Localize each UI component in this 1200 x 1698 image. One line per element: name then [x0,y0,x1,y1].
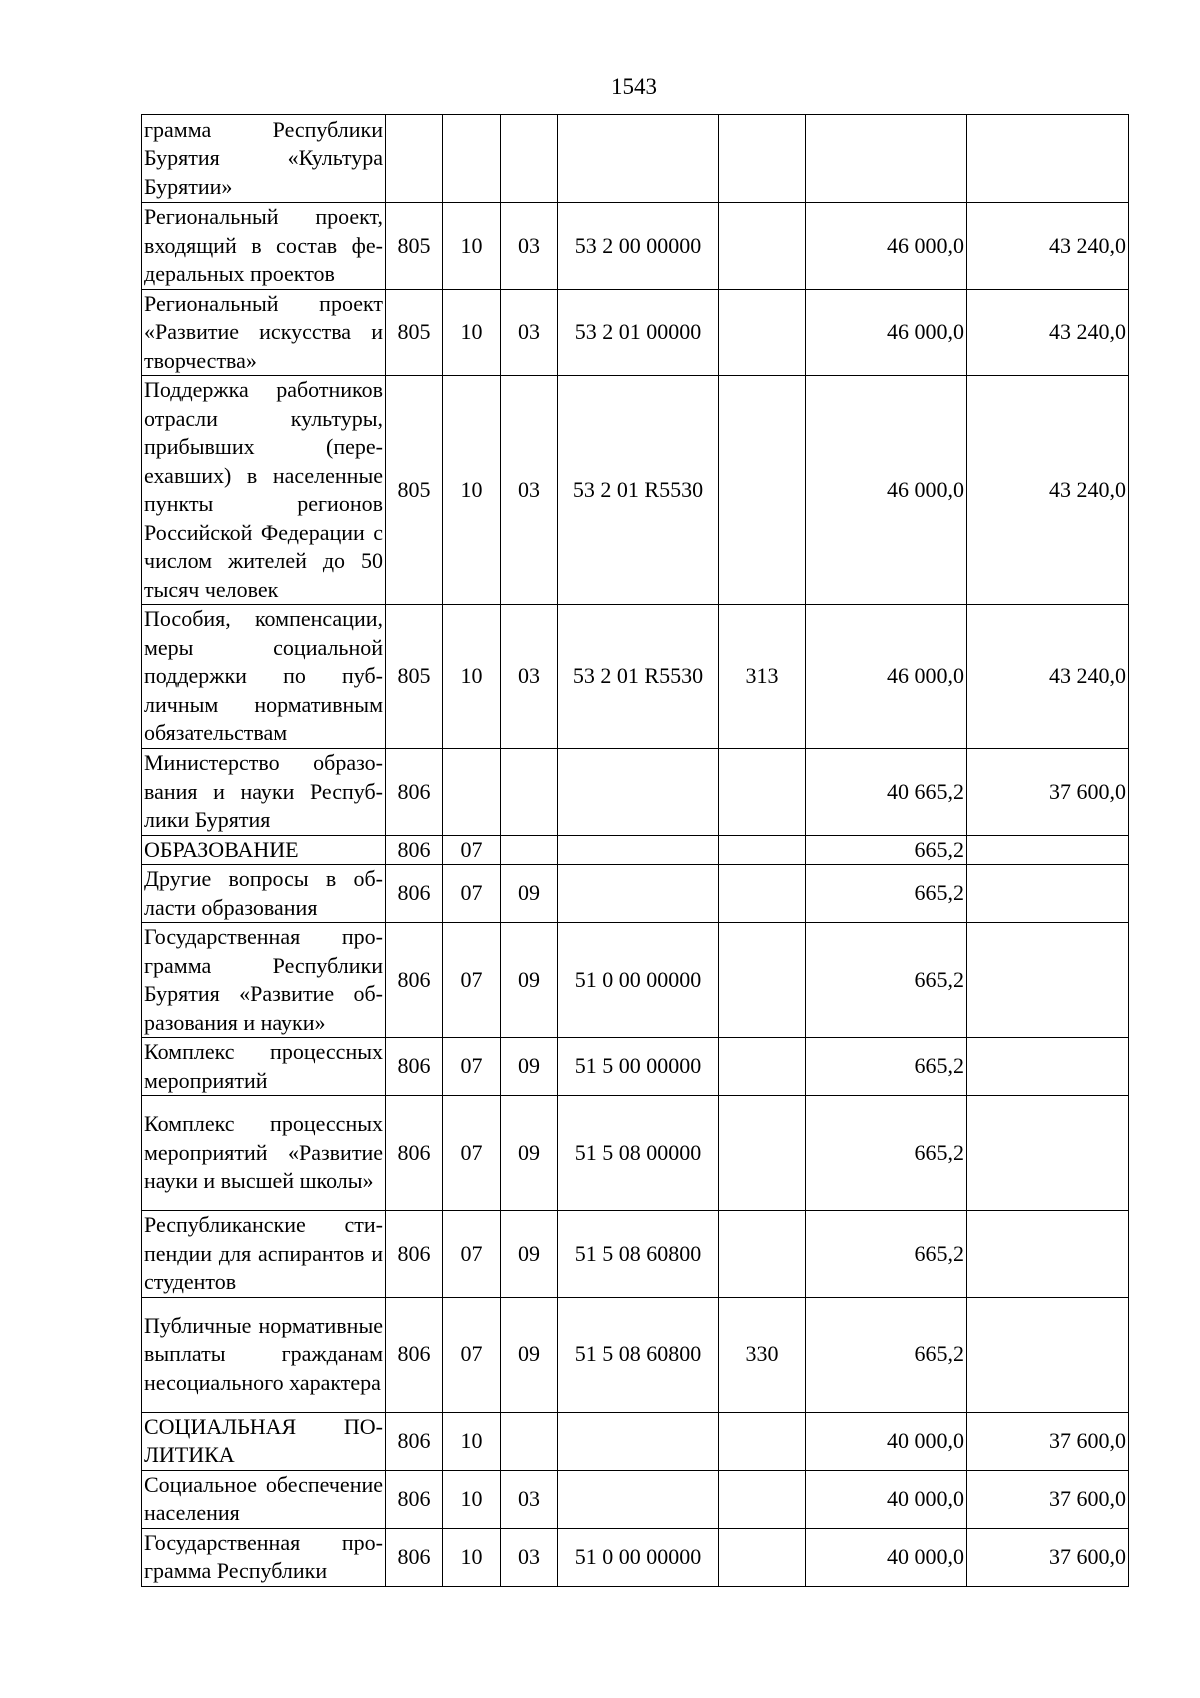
cell-ved: 806 [386,923,443,1038]
cell-subsection: 03 [501,376,558,605]
table-row [142,1038,1129,1096]
table-row [142,1211,1129,1298]
cell-expense-type: 330 [719,1297,806,1412]
cell-target-article: 51 0 00 00000 [558,1528,719,1586]
cell-subsection: 09 [501,1096,558,1211]
cell-section: 10 [443,289,501,376]
cell-subsection: 09 [501,1038,558,1096]
cell-ved: 806 [386,1412,443,1470]
cell-subsection: 09 [501,923,558,1038]
cell-target-article: 51 0 00 00000 [558,923,719,1038]
cell-sum-year-1: 40 000,0 [806,1470,967,1528]
cell-expense-type [719,115,806,203]
cell-sum-year-1: 665,2 [806,865,967,923]
cell-sum-year-2 [967,1211,1129,1298]
table-row [142,865,1129,923]
cell-sum-year-1: 665,2 [806,835,967,865]
page-number: 1543 [611,74,657,99]
cell-name: грамма Республики Бурятия «Культура Бурятии» [142,115,386,203]
cell-sum-year-1: 665,2 [806,923,967,1038]
cell-subsection: 09 [501,1297,558,1412]
cell-sum-year-1: 665,2 [806,1211,967,1298]
cell-sum-year-2 [967,115,1129,203]
cell-target-article: 51 5 08 60800 [558,1211,719,1298]
cell-target-article: 51 5 00 00000 [558,1038,719,1096]
table-row [142,1528,1129,1586]
cell-name: Государственная программа Республики [142,1528,386,1586]
cell-target-article [558,749,719,836]
cell-sum-year-2 [967,1038,1129,1096]
cell-subsection: 09 [501,1211,558,1298]
cell-expense-type [719,1470,806,1528]
cell-sum-year-2: 43 240,0 [967,605,1129,749]
table-row [142,1470,1129,1528]
cell-expense-type [719,376,806,605]
cell-name: Пособия, компенсации, меры социальной поддержки по публичным нормативным обязательствам [142,605,386,749]
cell-section: 10 [443,203,501,290]
cell-expense-type: 313 [719,605,806,749]
cell-ved: 806 [386,1038,443,1096]
cell-expense-type [719,1412,806,1470]
cell-target-article: 51 5 08 00000 [558,1096,719,1211]
cell-ved: 806 [386,835,443,865]
cell-subsection: 03 [501,1528,558,1586]
table-row [142,605,1129,749]
cell-sum-year-1: 40 000,0 [806,1412,967,1470]
cell-target-article: 53 2 01 00000 [558,289,719,376]
cell-sum-year-1: 46 000,0 [806,289,967,376]
cell-sum-year-2 [967,865,1129,923]
table-row [142,1096,1129,1211]
cell-target-article: 53 2 01 R5530 [558,376,719,605]
cell-sum-year-2 [967,1297,1129,1412]
cell-section: 07 [443,835,501,865]
cell-subsection: 03 [501,203,558,290]
cell-target-article [558,115,719,203]
cell-subsection: 09 [501,865,558,923]
cell-sum-year-2 [967,923,1129,1038]
cell-target-article [558,1470,719,1528]
cell-sum-year-1: 46 000,0 [806,203,967,290]
cell-subsection: 03 [501,1470,558,1528]
table-row [142,203,1129,290]
cell-sum-year-2: 37 600,0 [967,1528,1129,1586]
cell-section: 07 [443,923,501,1038]
table-row [142,923,1129,1038]
cell-name: СОЦИАЛЬНАЯ ПОЛИТИКА [142,1412,386,1470]
table-row [142,115,1129,203]
cell-sum-year-2 [967,1096,1129,1211]
cell-sum-year-1: 46 000,0 [806,376,967,605]
cell-target-article [558,835,719,865]
table-row [142,1412,1129,1470]
cell-ved: 806 [386,1211,443,1298]
cell-sum-year-2: 37 600,0 [967,749,1129,836]
cell-ved: 806 [386,1096,443,1211]
cell-ved: 805 [386,376,443,605]
cell-subsection [501,1412,558,1470]
cell-sum-year-2: 43 240,0 [967,376,1129,605]
cell-subsection: 03 [501,289,558,376]
cell-section: 10 [443,605,501,749]
cell-sum-year-2: 43 240,0 [967,203,1129,290]
budget-table [141,114,1129,1587]
cell-name: Региональный проект «Развитие искусства и творчества» [142,289,386,376]
cell-name: Публичные нормативные выплаты гражданам несоциального характера [142,1297,386,1412]
cell-ved: 806 [386,1528,443,1586]
cell-section: 07 [443,1297,501,1412]
cell-target-article: 53 2 00 00000 [558,203,719,290]
cell-sum-year-1: 665,2 [806,1038,967,1096]
cell-name: Государственная программа Республики Бурятия «Развитие образования и науки» [142,923,386,1038]
cell-subsection [501,835,558,865]
cell-target-article [558,865,719,923]
cell-ved: 806 [386,749,443,836]
cell-sum-year-1: 40 000,0 [806,1528,967,1586]
cell-sum-year-2: 43 240,0 [967,289,1129,376]
cell-expense-type [719,1096,806,1211]
cell-name: ОБРАЗОВАНИЕ [142,835,386,865]
cell-section: 07 [443,1038,501,1096]
cell-target-article [558,1412,719,1470]
table-row [142,289,1129,376]
cell-ved: 805 [386,605,443,749]
cell-sum-year-1: 665,2 [806,1096,967,1211]
cell-ved: 805 [386,289,443,376]
cell-name: Поддержка работников отрасли культуры, прибывших (переехавших) в населенные пункты регионов Российской Федерации с числом жителей до 50 тысяч человек [142,376,386,605]
table-row [142,376,1129,605]
cell-expense-type [719,1528,806,1586]
cell-section: 07 [443,865,501,923]
cell-section [443,115,501,203]
cell-sum-year-1: 665,2 [806,1297,967,1412]
cell-ved: 805 [386,203,443,290]
cell-section: 07 [443,1096,501,1211]
cell-expense-type [719,835,806,865]
cell-expense-type [719,1038,806,1096]
cell-sum-year-1: 40 665,2 [806,749,967,836]
cell-subsection [501,115,558,203]
table-row [142,835,1129,865]
cell-section: 10 [443,1528,501,1586]
cell-name: Министерство образования и науки Республики Бурятия [142,749,386,836]
cell-subsection [501,749,558,836]
cell-expense-type [719,923,806,1038]
cell-ved [386,115,443,203]
table-row [142,1297,1129,1412]
cell-name: Комплекс процессных мероприятий «Развитие науки и высшей школы» [142,1096,386,1211]
cell-name: Социальное обеспечение населения [142,1470,386,1528]
cell-target-article: 51 5 08 60800 [558,1297,719,1412]
cell-name: Комплекс процессных мероприятий [142,1038,386,1096]
cell-sum-year-1: 46 000,0 [806,605,967,749]
cell-name: Другие вопросы в области образования [142,865,386,923]
cell-section: 07 [443,1211,501,1298]
table-body [142,115,1129,1587]
cell-section [443,749,501,836]
table-row [142,749,1129,836]
cell-section: 10 [443,1470,501,1528]
cell-ved: 806 [386,1470,443,1528]
cell-ved: 806 [386,1297,443,1412]
cell-sum-year-2: 37 600,0 [967,1412,1129,1470]
cell-expense-type [719,203,806,290]
cell-sum-year-1 [806,115,967,203]
cell-name: Региональный проект, входящий в состав федеральных проектов [142,203,386,290]
cell-expense-type [719,749,806,836]
cell-subsection: 03 [501,605,558,749]
cell-ved: 806 [386,865,443,923]
cell-sum-year-2 [967,835,1129,865]
cell-expense-type [719,1211,806,1298]
cell-section: 10 [443,1412,501,1470]
cell-target-article: 53 2 01 R5530 [558,605,719,749]
cell-name: Республиканские стипендии для аспирантов и студентов [142,1211,386,1298]
cell-expense-type [719,865,806,923]
cell-section: 10 [443,376,501,605]
cell-expense-type [719,289,806,376]
cell-sum-year-2: 37 600,0 [967,1470,1129,1528]
